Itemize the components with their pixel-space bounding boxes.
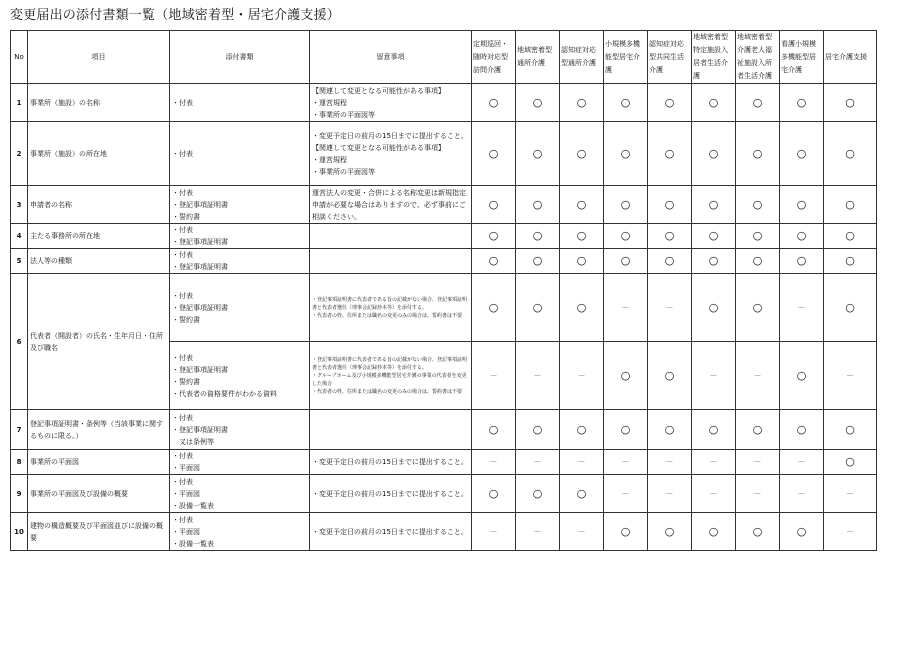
applicability-mark: ○	[780, 122, 824, 186]
applicability-mark: －	[560, 450, 604, 475]
header-service-7: 地域密着型介護老人福祉施設入所者生活介護	[736, 31, 780, 84]
applicability-mark: ○	[560, 224, 604, 249]
note-line: 【関連して変更となる可能性がある事項】	[312, 143, 445, 152]
applicability-mark: ○	[824, 122, 877, 186]
applicability-mark: －	[824, 513, 877, 551]
notes-cell	[310, 342, 472, 410]
docs-cell	[170, 122, 310, 186]
applicability-mark: ○	[780, 224, 824, 249]
applicability-mark: －	[824, 475, 877, 513]
applicability-mark: ○	[780, 513, 824, 551]
docs-cell	[170, 513, 310, 551]
note-line: 【関連して変更となる可能性がある事項】	[312, 86, 445, 95]
applicability-mark: －	[780, 450, 824, 475]
applicability-mark: ○	[604, 513, 648, 551]
docs-cell	[170, 450, 310, 475]
applicability-mark: ○	[736, 410, 780, 450]
docs-cell	[170, 475, 310, 513]
applicability-mark: ○	[560, 84, 604, 122]
notes-cell	[310, 410, 472, 450]
applicability-mark: ○	[604, 249, 648, 274]
applicability-mark: ○	[736, 224, 780, 249]
header-service-1: 定期巡回・随時対応型訪問介護	[472, 31, 516, 84]
applicability-mark: ○	[516, 122, 560, 186]
header-row	[11, 31, 877, 84]
applicability-mark: ○	[516, 186, 560, 224]
applicability-mark: －	[648, 450, 692, 475]
applicability-mark: ○	[516, 475, 560, 513]
applicability-mark: ○	[692, 186, 736, 224]
applicability-mark: ○	[824, 84, 877, 122]
applicability-mark: ○	[648, 84, 692, 122]
table-row	[11, 186, 877, 224]
applicability-mark: －	[516, 450, 560, 475]
table-row	[11, 224, 877, 249]
row-number: 4	[11, 224, 28, 249]
applicability-mark: ○	[780, 410, 824, 450]
note-line: ・運営規程	[312, 98, 347, 107]
applicability-mark: －	[472, 513, 516, 551]
applicability-mark: ○	[560, 122, 604, 186]
applicability-mark: ○	[692, 274, 736, 342]
item-cell: 代表者（開設者）の氏名・生年月日・住所及び職名	[28, 274, 170, 410]
table-row	[11, 274, 877, 342]
applicability-mark: ○	[780, 342, 824, 410]
row-number: 6	[11, 274, 28, 410]
applicability-mark: ○	[604, 410, 648, 450]
applicability-mark: －	[780, 274, 824, 342]
doc-line: ・登記事項証明書	[172, 365, 228, 374]
applicability-mark: ○	[736, 274, 780, 342]
doc-line: ・登記事項証明書	[172, 303, 228, 312]
applicability-mark: ○	[472, 122, 516, 186]
docs-cell	[170, 342, 310, 410]
docs-cell	[170, 410, 310, 450]
applicability-mark: ○	[472, 186, 516, 224]
header-item: 項目	[28, 31, 170, 84]
doc-line: ・付表	[172, 413, 193, 422]
doc-line: ・付表	[172, 291, 193, 300]
doc-line: ・平面図	[172, 489, 200, 498]
applicability-mark: －	[604, 274, 648, 342]
item-cell: 登記事項証明書・条例等（当該事業に関するものに限る。）	[28, 410, 170, 450]
item-cell: 事業所の平面図及び設備の概要	[28, 475, 170, 513]
applicability-mark: －	[560, 513, 604, 551]
notes-cell	[310, 450, 472, 475]
doc-line: ・誓約書	[172, 315, 200, 324]
item-cell: 事業所の平面図	[28, 450, 170, 475]
doc-line: 又は条例等	[172, 437, 214, 446]
applicability-mark: ○	[472, 224, 516, 249]
applicability-mark: ○	[736, 249, 780, 274]
notes-cell	[310, 475, 472, 513]
applicability-mark: －	[604, 450, 648, 475]
applicability-mark: ○	[604, 342, 648, 410]
doc-line: ・付表	[172, 477, 193, 486]
applicability-mark: ○	[472, 410, 516, 450]
applicability-mark: ○	[736, 513, 780, 551]
applicability-mark: ○	[560, 274, 604, 342]
header-no: No	[11, 31, 28, 84]
attachment-table	[10, 30, 877, 551]
notes-cell	[310, 249, 472, 274]
docs-cell	[170, 249, 310, 274]
docs-cell	[170, 274, 310, 342]
applicability-mark: －	[780, 475, 824, 513]
note-line: ・変更予定日の前月の15日までに提出すること。	[312, 458, 468, 466]
notes-cell	[310, 513, 472, 551]
doc-line: ・付表	[172, 149, 193, 158]
applicability-mark: －	[560, 342, 604, 410]
applicability-mark: ○	[648, 224, 692, 249]
docs-cell	[170, 84, 310, 122]
table-body	[11, 84, 877, 551]
row-number: 5	[11, 249, 28, 274]
header-service-2: 地域密着型通所介護	[516, 31, 560, 84]
item-cell: 法人等の種類	[28, 249, 170, 274]
applicability-mark: ○	[692, 513, 736, 551]
doc-line: ・付表	[172, 515, 193, 524]
doc-line: ・設備一覧表	[172, 501, 214, 510]
doc-line: ・付表	[172, 226, 193, 234]
row-number: 8	[11, 450, 28, 475]
note-line: ・代表者の姓、住所または職名の変更のみの場合は、誓約書は不要	[312, 312, 463, 319]
applicability-mark: ○	[604, 186, 648, 224]
note-line: 運営法人の変更・合併による名称変更は新規指定申請が必要な場合はありますので、必ず事前にご相談ください。	[312, 188, 466, 221]
table-row	[11, 450, 877, 475]
note-line: ・事業所の平面図等	[312, 110, 375, 119]
note-line: ・グループホーム及び小規模多機能型居宅介護の事業の代表者を変更した場合	[312, 372, 467, 387]
applicability-mark: ○	[824, 450, 877, 475]
applicability-mark: ○	[692, 410, 736, 450]
applicability-mark: ○	[780, 186, 824, 224]
applicability-mark: ○	[516, 249, 560, 274]
note-line: ・代表者の姓、住所または職名の変更のみの場合は、誓約書は不要	[312, 388, 463, 395]
notes-cell	[310, 186, 472, 224]
row-number: 7	[11, 410, 28, 450]
notes-cell	[310, 274, 472, 342]
row-number: 3	[11, 186, 28, 224]
page-title: 変更届出の添付書類一覧（地域密着型・居宅介護支援）	[10, 8, 341, 23]
note-line: ・事業所の平面図等	[312, 167, 375, 176]
header-notes: 留意事項	[310, 31, 472, 84]
note-line: ・登記事項証明書に代表者である旨の記載がない場合、登記事項証明書と代表者選任（理事会記録抄本等）を添付する。	[312, 356, 468, 371]
applicability-mark: ○	[648, 122, 692, 186]
doc-line: ・付表	[172, 251, 193, 259]
applicability-mark: ○	[780, 249, 824, 274]
applicability-mark: ○	[780, 84, 824, 122]
applicability-mark: ○	[516, 410, 560, 450]
item-cell: 事業所（施設）の名称	[28, 84, 170, 122]
docs-cell	[170, 224, 310, 249]
applicability-mark: ○	[648, 186, 692, 224]
item-cell: 建物の構造概要及び平面図並びに設備の概要	[28, 513, 170, 551]
applicability-mark: ○	[824, 249, 877, 274]
applicability-mark: ○	[824, 224, 877, 249]
applicability-mark: ○	[736, 84, 780, 122]
notes-cell	[310, 122, 472, 186]
applicability-mark: ○	[516, 84, 560, 122]
notes-cell	[310, 224, 472, 249]
applicability-mark: ○	[604, 84, 648, 122]
notes-cell	[310, 84, 472, 122]
applicability-mark: ○	[560, 410, 604, 450]
table-row	[11, 513, 877, 551]
applicability-mark: ○	[648, 410, 692, 450]
row-number: 9	[11, 475, 28, 513]
applicability-mark: ○	[736, 122, 780, 186]
applicability-mark: ○	[560, 475, 604, 513]
applicability-mark: －	[516, 513, 560, 551]
item-cell: 申請者の名称	[28, 186, 170, 224]
row-number: 2	[11, 122, 28, 186]
note-line: ・登記事項証明書に代表者である旨の記載がない場合、登記事項証明書と代表者選任（理事会記録抄本等）を添付する。	[312, 296, 468, 311]
applicability-mark: ○	[560, 249, 604, 274]
doc-line: ・登記事項証明書	[172, 200, 228, 209]
applicability-mark: ○	[560, 186, 604, 224]
applicability-mark: －	[736, 450, 780, 475]
applicability-mark: ○	[736, 186, 780, 224]
applicability-mark: －	[824, 342, 877, 410]
header-service-6: 地域密着型特定施設入居者生活介護	[692, 31, 736, 84]
applicability-mark: －	[648, 274, 692, 342]
doc-line: ・誓約書	[172, 212, 200, 221]
table-row	[11, 475, 877, 513]
table-row	[11, 410, 877, 450]
applicability-mark: －	[648, 475, 692, 513]
note-line: ・変更予定日の前月の15日までに提出すること。	[312, 489, 468, 498]
docs-cell	[170, 186, 310, 224]
item-cell: 主たる事務所の所在地	[28, 224, 170, 249]
applicability-mark: ○	[604, 122, 648, 186]
applicability-mark: －	[516, 342, 560, 410]
doc-line: ・平面図	[172, 464, 200, 472]
header-service-8: 看護小規模多機能型居宅介護	[780, 31, 824, 84]
table-row	[11, 122, 877, 186]
applicability-mark: ○	[516, 224, 560, 249]
doc-line: ・登記事項証明書	[172, 238, 228, 246]
doc-line: ・付表	[172, 452, 193, 460]
applicability-mark: ○	[472, 84, 516, 122]
applicability-mark: ○	[604, 224, 648, 249]
row-number: 1	[11, 84, 28, 122]
applicability-mark: ○	[472, 249, 516, 274]
header-service-9: 居宅介護支援	[824, 31, 877, 84]
doc-line: ・登記事項証明書	[172, 425, 228, 434]
applicability-mark: ○	[516, 274, 560, 342]
table-row	[11, 84, 877, 122]
applicability-mark: ○	[648, 513, 692, 551]
doc-line: ・登記事項証明書	[172, 263, 228, 271]
header-docs: 添付書類	[170, 31, 310, 84]
item-cell: 事業所（施設）の所在地	[28, 122, 170, 186]
applicability-mark: ○	[692, 249, 736, 274]
applicability-mark: ○	[692, 122, 736, 186]
row-number: 10	[11, 513, 28, 551]
header-service-3: 認知症対応型通所介護	[560, 31, 604, 84]
applicability-mark: －	[692, 342, 736, 410]
note-line: ・運営規程	[312, 155, 347, 164]
note-line: ・変更予定日の前月の15日までに提出すること。	[312, 527, 468, 536]
applicability-mark: ○	[824, 274, 877, 342]
doc-line: ・付表	[172, 353, 193, 362]
doc-line: ・誓約書	[172, 377, 200, 386]
doc-line: ・付表	[172, 188, 193, 197]
applicability-mark: ○	[692, 224, 736, 249]
applicability-mark: －	[472, 342, 516, 410]
applicability-mark: ○	[824, 410, 877, 450]
applicability-mark: ○	[824, 186, 877, 224]
applicability-mark: －	[736, 342, 780, 410]
doc-line: ・付表	[172, 98, 193, 107]
note-line: ・変更予定日の前月の15日までに提出すること。	[312, 131, 468, 140]
applicability-mark: －	[604, 475, 648, 513]
header-service-4: 小規模多機能型居宅介護	[604, 31, 648, 84]
header-service-5: 認知症対応型共同生活介護	[648, 31, 692, 84]
applicability-mark: －	[736, 475, 780, 513]
applicability-mark: －	[692, 475, 736, 513]
applicability-mark: －	[472, 450, 516, 475]
applicability-mark: ○	[472, 475, 516, 513]
applicability-mark: ○	[692, 84, 736, 122]
doc-line: ・平面図	[172, 527, 200, 536]
doc-line: ・代表者の資格要件がわかる資料	[172, 389, 277, 398]
applicability-mark: ○	[472, 274, 516, 342]
doc-line: ・設備一覧表	[172, 539, 214, 548]
applicability-mark: －	[692, 450, 736, 475]
applicability-mark: ○	[648, 249, 692, 274]
applicability-mark: ○	[648, 342, 692, 410]
table-row	[11, 249, 877, 274]
